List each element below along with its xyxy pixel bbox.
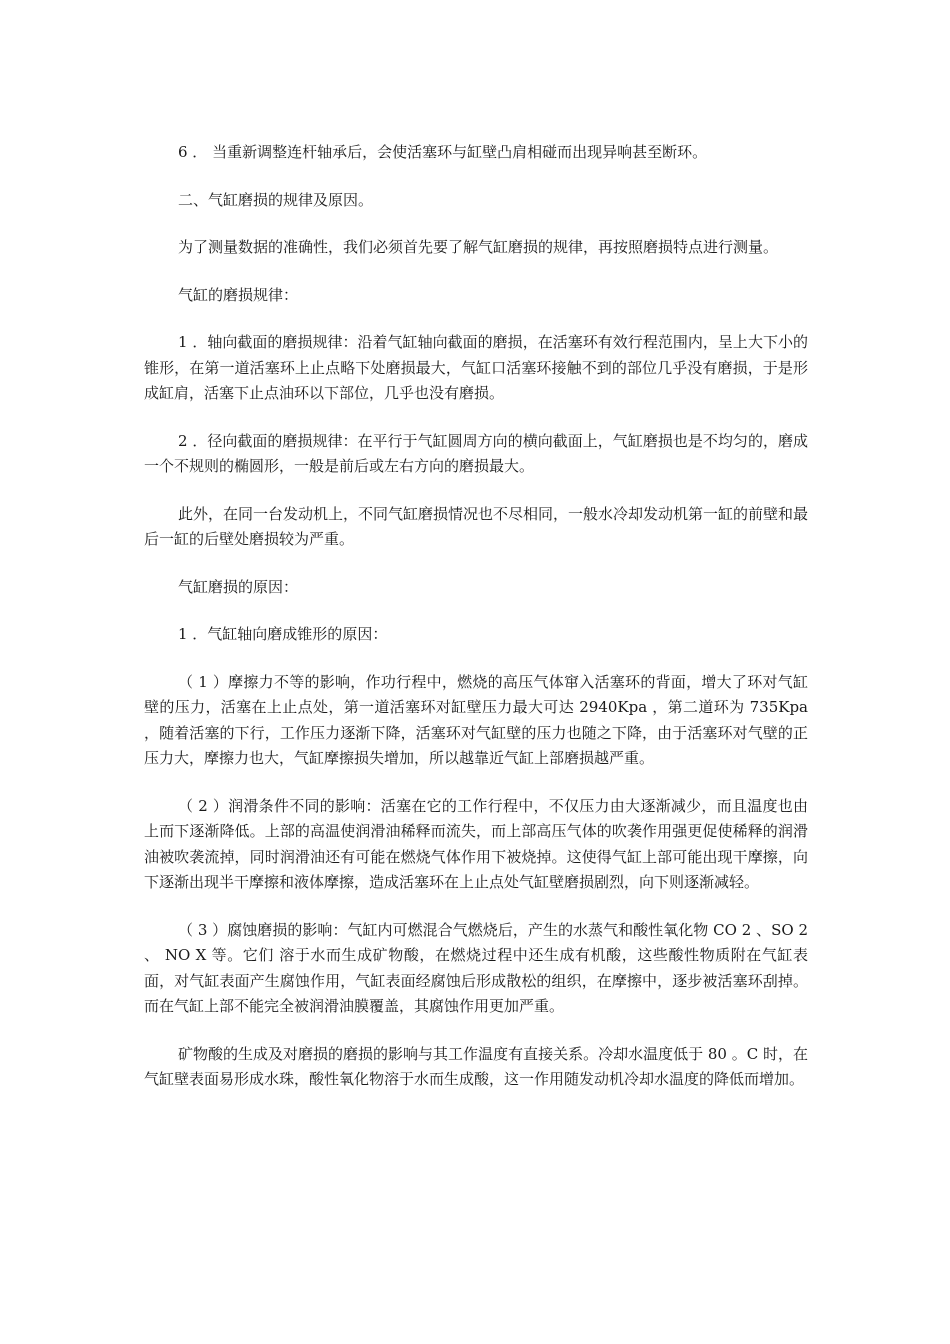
paragraph-friction-influence: （ 1 ）摩擦力不等的影响，作功行程中，燃烧的高压气体窜入活塞环的背面，增大了环对气缸壁的压力，活塞在上止点处，第一道活塞环对缸壁压力最大可达 2940Kpa ，第二道环为 735Kpa ，随着活塞的下行，工作压力逐渐下降，活塞环对气缸壁的压力也随之下降，由于活塞环对气壁的正压力大，摩擦力也大，气缸摩擦损失增加，所以越靠近气缸上部磨损越严重。 <box>144 672 808 767</box>
paragraph-axial-wear: 1 ．轴向截面的磨损规律：沿着气缸轴向截面的磨损，在活塞环有效行程范围内，呈上大下小的锥形，在第一道活塞环上止点略下处磨损最大，气缸口活塞环接触不到的部位几乎没有磨损，于是形成缸肩，活塞下止点油环以下部位，几乎也没有磨损。 <box>144 333 808 402</box>
paragraph-intro: 为了测量数据的准确性，我们必须首先要了解气缸磨损的规律，再按照磨损特点进行测量。 <box>178 238 779 256</box>
subheading-wear-causes: 气缸磨损的原因： <box>178 577 299 596</box>
paragraph-lubrication-influence: （ 2 ）润滑条件不同的影响：活塞在它的工作行程中，不仅压力由大逐渐减少，而且温度也由上而下逐渐降低。上部的高温使润滑油稀释而流失，而上部高压气体的吹袭作用强更促使稀释的润滑油被吹袭流掉，同时润滑油还有可能在燃烧气体作用下被烧掉。这使得气缸上部可能出现干摩擦，向下逐渐出现半干摩擦和液体摩擦，造成活塞环在上止点处气缸壁磨损剧烈，向下则逐渐减轻。 <box>144 796 808 891</box>
paragraph-mineral-acid: 矿物酸的生成及对磨损的磨损的影响与其工作温度有直接关系。冷却水温度低于 80 。C 时，在气缸壁表面易形成水珠，酸性氧化物溶于水而生成酸，这一作用随发动机冷却水温度的降低而增加。 <box>144 1044 808 1088</box>
paragraph-corrosion-influence: （ 3 ）腐蚀磨损的影响：气缸内可燃混合气燃烧后，产生的水蒸气和酸性氧化物 CO 2 、SO 2 、 NO X 等。它们 溶于水而生成矿物酸，在燃烧过程中还生成有机酸，这些酸性物质附在气缸表面，对气缸表面产生腐蚀作用，气缸表面经腐蚀后形成散松的组织，在摩擦中，逐步被活塞环刮掉。而在气缸上部不能完全被润滑油膜覆盖，其腐蚀作用更加严重。 <box>144 920 808 1015</box>
paragraph-cylinder-difference: 此外，在同一台发动机上，不同气缸磨损情况也不尽相同，一般水冷却发动机第一缸的前壁和最后一缸的后壁处磨损较为严重。 <box>144 504 809 548</box>
document-page <box>144 140 808 1115</box>
section-heading-wear-pattern: 二、气缸磨损的规律及原因。 <box>178 190 374 209</box>
subheading-wear-law: 气缸的磨损规律： <box>178 285 299 304</box>
paragraph-item6: 6 ． 当重新调整连杆轴承后，会使活塞环与缸壁凸肩相碰而出现异响甚至断环。 <box>178 143 708 161</box>
paragraph-taper-cause: 1 ．气缸轴向磨成锥形的原因： <box>178 625 388 643</box>
paragraph-radial-wear: 2 ．径向截面的磨损规律：在平行于气缸圆周方向的横向截面上，气缸磨损也是不均匀的，磨成一个不规则的椭圆形，一般是前后或左右方向的磨损最大。 <box>144 431 808 475</box>
